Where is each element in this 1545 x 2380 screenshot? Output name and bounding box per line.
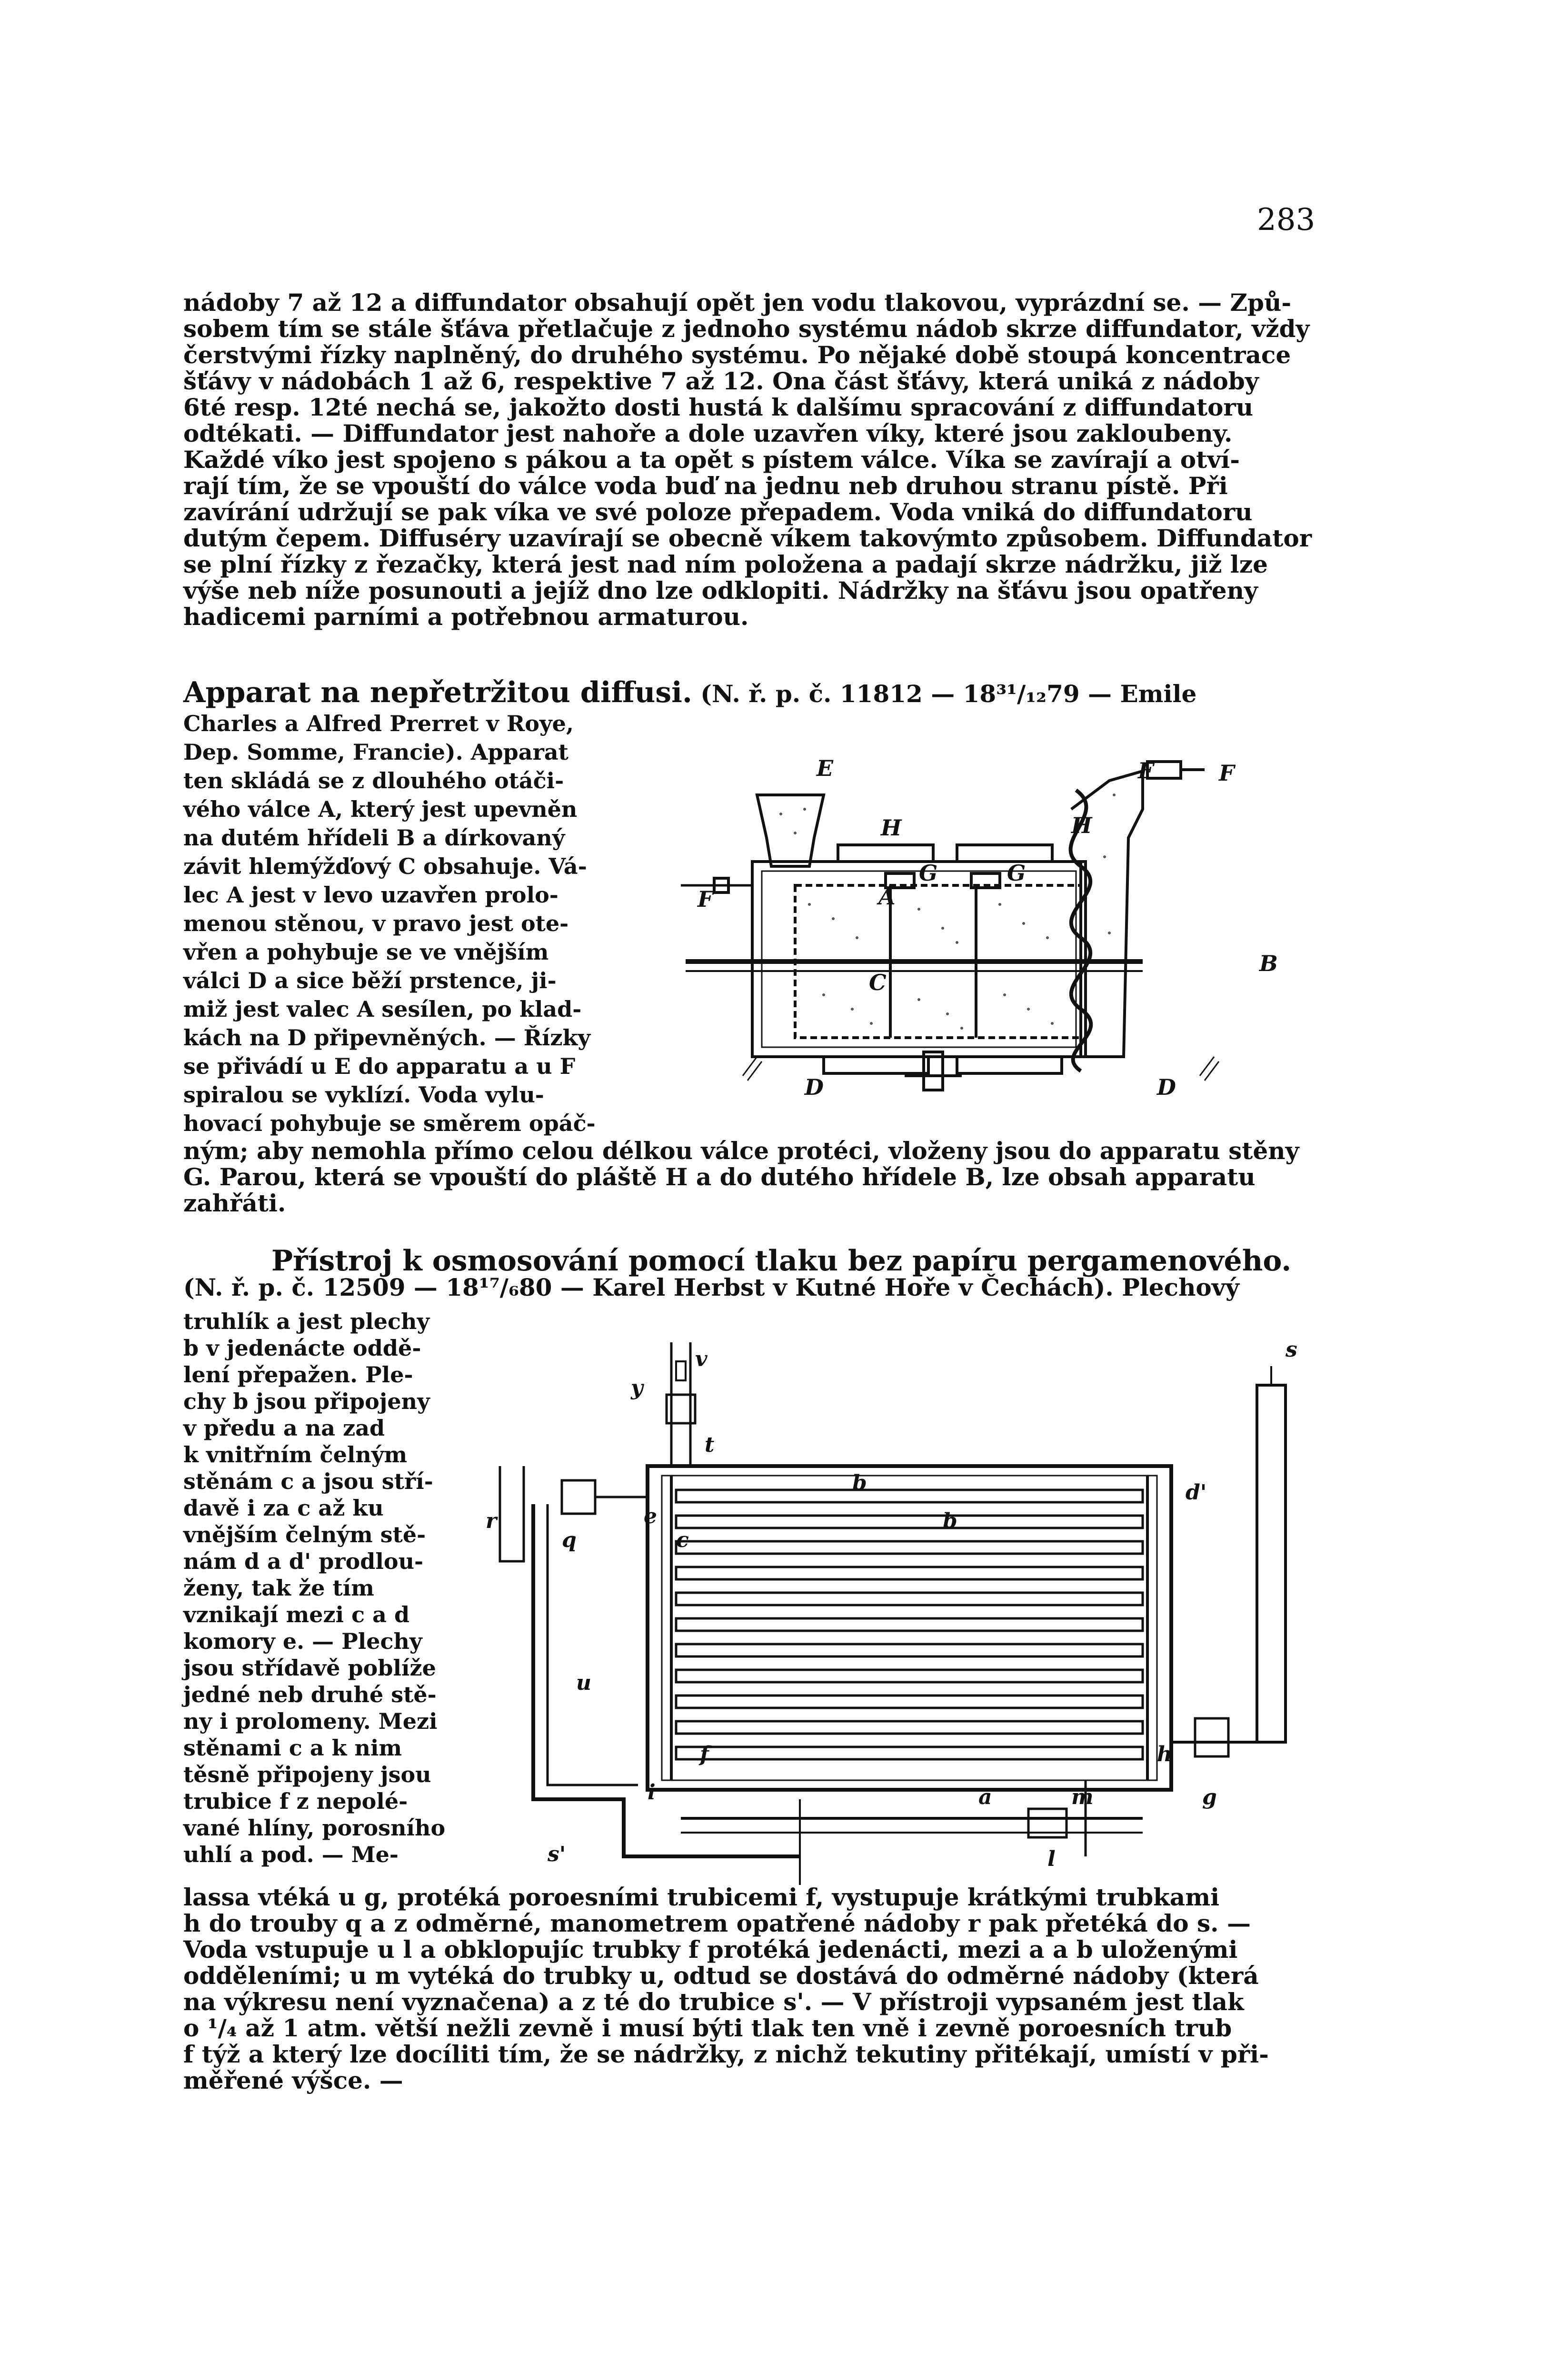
figure-label: G	[919, 860, 938, 886]
figure-label: g	[1202, 1785, 1217, 1809]
text-line: odtékati. — Diffundator jest nahoře a dole uzavřen víky, které jsou zakloubeny.	[183, 419, 1233, 447]
figure-label: u	[576, 1671, 591, 1695]
text-line: G. Parou, která se vpouští do pláště H a do dutého hřídele B, lze obsah apparatu	[183, 1163, 1256, 1191]
figure-label: H	[1071, 813, 1092, 838]
intro-paragraph	[183, 288, 1312, 631]
text-line: vřen a pohybuje se ve vnějším	[183, 939, 549, 965]
section2-narrow-text	[183, 1308, 450, 1868]
figure-label: b	[943, 1509, 957, 1533]
porous-tube	[676, 1747, 1143, 1759]
text-line: k vnitřním čelným	[183, 1442, 408, 1468]
figure-label: H	[881, 815, 902, 841]
text-line: komory e. — Plechy	[183, 1628, 422, 1654]
text-line: se přivádí u E do apparatu a u F	[183, 1053, 576, 1079]
figure-label: y	[631, 1376, 643, 1400]
figure-label: A	[878, 884, 896, 910]
figure-label: s	[1286, 1338, 1297, 1362]
text-line: měřené výšce. —	[183, 2066, 403, 2094]
text-line: zavírání udržují se pak víka ve své poloze přepadem. Voda vniká do diffundatoru	[183, 498, 1253, 526]
text-line: se plní řízky z řezačky, která jest nad ním položena a padají skrze nádržku, již lze	[183, 550, 1268, 578]
text-line: 6té resp. 12té nechá se, jakožto dosti hustá k dalšímu spracování z diffundatoru	[183, 393, 1254, 421]
section1-narrow-text	[183, 709, 617, 1138]
figure-label: d'	[1186, 1480, 1207, 1505]
figure-label: C	[869, 970, 887, 995]
text-line: nám d a d' prodlou-	[183, 1548, 424, 1574]
figure-label: B	[1259, 951, 1278, 976]
figure-label: r	[486, 1509, 497, 1533]
porous-tube	[676, 1516, 1143, 1528]
section1-heading-line	[183, 676, 1307, 709]
text-line: kách na D připevněných. — Řízky	[183, 1025, 591, 1051]
text-line: lassa vtéká u g, protéká poroesními trubicemi f, vystupuje krátkými trubkami	[183, 1883, 1220, 1911]
text-line: vého válce A, který jest upevněn	[183, 796, 578, 822]
text-line: dutým čepem. Diffuséry uzavírají se obecně víkem takovýmto způsobem. Diffundator	[183, 524, 1312, 552]
figure-label: l	[1047, 1847, 1056, 1871]
text-line: truhlík a jest plechy	[183, 1309, 430, 1334]
text-line: jedné neb druhé stě-	[183, 1682, 437, 1707]
porous-tube	[676, 1721, 1143, 1734]
section2-continuation	[183, 1884, 1307, 2093]
text-line: vnějším čelným stě-	[183, 1522, 426, 1547]
text-line: chy b jsou připojeny	[183, 1388, 430, 1414]
porous-tube	[676, 1490, 1143, 1502]
figure-label: D	[805, 1074, 824, 1100]
section2-heading: Přístroj k osmosování pomocí tlaku bez papíru pergamenového.	[271, 1244, 1292, 1278]
text-line: vané hlíny, porosního	[183, 1815, 446, 1841]
figure-label: h	[1157, 1742, 1172, 1766]
text-line: ným; aby nemohla přímo celou délkou válce protéci, vloženy jsou do apparatu stěny	[183, 1137, 1299, 1165]
figure-label: F	[1138, 758, 1154, 783]
text-line: jsou střídavě poblíže	[183, 1655, 436, 1681]
diffusion-apparatus-figure	[652, 743, 1278, 1119]
porous-tube	[676, 1593, 1143, 1605]
text-line: ženy, tak že tím	[183, 1575, 374, 1601]
section2-citation: (N. ř. p. č. 12509 — 18¹⁷/₆80 — Karel Herbst v Kutné Hoře v Čechách). Plechový	[183, 1273, 1239, 1301]
text-line: spiralou se vyklízí. Voda vylu-	[183, 1082, 544, 1108]
text-line: stěnám c a jsou stří-	[183, 1468, 433, 1494]
porous-tube	[676, 1618, 1143, 1631]
text-line: nádoby 7 až 12 a diffundator obsahují opět jen vodu tlakovou, vyprázdní se. — Způ-	[183, 288, 1292, 317]
text-line: Dep. Somme, Francie). Apparat	[183, 739, 568, 765]
text-line: menou stěnou, v pravo jest ote-	[183, 911, 569, 936]
text-line: na výkresu není vyznačena) a z té do trubice s'. — V přístroji vypsaném jest tlak	[183, 1988, 1244, 2016]
text-line: těsně připojeny jsou	[183, 1762, 431, 1787]
figure-label: D	[1157, 1074, 1176, 1100]
text-line: šťávy v nádobách 1 až 6, respektive 7 až 12. Ona část šťávy, která uniká z nádoby	[183, 367, 1259, 395]
figure-label: m	[1071, 1785, 1094, 1809]
page-number: 283	[1257, 202, 1316, 238]
text-line: h do trouby q a z odměrné, manometrem opatřené nádoby r pak přetéká do s. —	[183, 1909, 1251, 1937]
section1-heading-row	[183, 676, 1307, 709]
text-line: davě i za c až ku	[183, 1495, 384, 1521]
text-line: Charles a Alfred Prerret v Roye,	[183, 711, 574, 736]
figure-label: s'	[548, 1842, 566, 1866]
porous-tube	[676, 1567, 1143, 1579]
text-line: hadicemi parními a potřebnou armaturou.	[183, 603, 749, 631]
porous-tube	[676, 1670, 1143, 1682]
text-line: válci D a sice běží prstence, ji-	[183, 968, 557, 993]
figure-label: i	[648, 1780, 656, 1805]
section1-continuation	[183, 1138, 1307, 1216]
text-line: výše neb níže posunouti a jejíž dno lze odklopiti. Nádržky na šťávu jsou opatřeny	[183, 576, 1258, 605]
section1-heading-rest: (N. ř. p. č. 11812 — 18³¹/₁₂79 — Emile	[692, 680, 1197, 708]
text-line: v předu a na zad	[183, 1415, 385, 1441]
text-line: uhlí a pod. — Me-	[183, 1842, 399, 1867]
text-line: sobem tím se stále šťáva přetlačuje z jednoho systému nádob skrze diffundator, vždy	[183, 315, 1310, 343]
section2-heading-block	[183, 1244, 1307, 1301]
figure-label: F	[1219, 760, 1235, 786]
text-line: zahřáti.	[183, 1189, 286, 1217]
figure-label: F	[698, 886, 713, 912]
figure-label: t	[705, 1433, 715, 1457]
text-line: stěnami c a k nim	[183, 1735, 402, 1761]
text-line: lec A jest v levo uzavřen prolo-	[183, 882, 558, 908]
section1-heading: Apparat na nepřetržitou diffusi.	[183, 676, 692, 709]
figure-label: v	[695, 1347, 708, 1371]
figure-label: f	[700, 1742, 709, 1766]
text-line: odděleními; u m vytéká do trubky u, odtud se dostává do odměrné nádoby (která	[183, 1962, 1259, 1990]
text-line: b v jedenácte oddě-	[183, 1335, 421, 1361]
text-line: vznikají mezi c a d	[183, 1602, 410, 1627]
figure-label: c	[676, 1528, 689, 1552]
figure-label: q	[562, 1528, 577, 1552]
porous-tube	[676, 1644, 1143, 1656]
porous-tube	[676, 1696, 1143, 1708]
text-line: miž jest valec A sesílen, po klad-	[183, 996, 582, 1022]
figure-label: G	[1007, 860, 1026, 886]
text-line: čerstvými řízky naplněný, do druhého systému. Po nějaké době stoupá koncentrace	[183, 341, 1291, 369]
text-line: závit hlemýžďový C obsahuje. Vá-	[183, 853, 587, 879]
text-line: hovací pohybuje se směrem opáč-	[183, 1111, 596, 1136]
text-line: lení přepažen. Ple-	[183, 1362, 413, 1388]
text-line: ten skládá se z dlouhého otáči-	[183, 768, 564, 793]
text-line: na dutém hřídeli B a dírkovaný	[183, 825, 565, 851]
figure-label: E	[817, 755, 834, 781]
text-line: rají tím, že se vpouští do válce voda buď na jednu neb druhou stranu pístě. Při	[183, 472, 1228, 500]
text-line: Každé víko jest spojeno s pákou a ta opět s pístem válce. Víka se zavírají a otví-	[183, 446, 1240, 474]
text-line: trubice f z nepolé-	[183, 1788, 408, 1814]
text-line: o ¹/₄ až 1 atm. větší nežli zevně i musí býti tlak ten vně i zevně poroesních trub	[183, 2014, 1232, 2042]
figure-label: e	[644, 1504, 657, 1528]
osmosis-apparatus-figure	[467, 1323, 1314, 1890]
porous-tube	[676, 1541, 1143, 1554]
text-line: Voda vstupuje u l a obklopujíc trubky f protéká jedenácti, mezi a a b uloženými	[183, 1935, 1238, 1964]
text-line: ny i prolomeny. Mezi	[183, 1708, 438, 1734]
figure-label: a	[978, 1785, 992, 1809]
text-line: f týž a který lze docíliti tím, že se nádržky, z nichž tekutiny přitékají, umístí v při-	[183, 2040, 1269, 2068]
figure-label: b	[852, 1471, 867, 1495]
